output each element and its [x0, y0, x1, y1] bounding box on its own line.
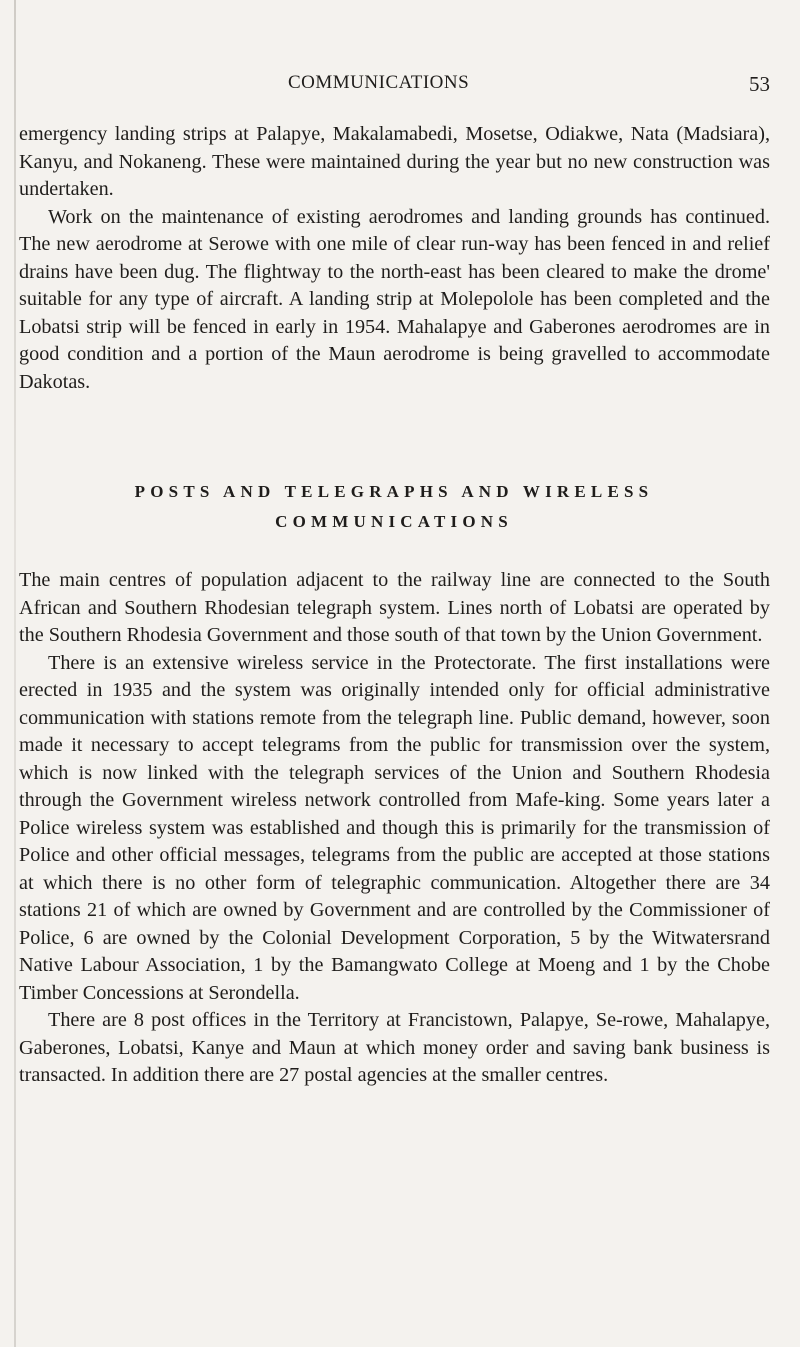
section-heading-line-1: POSTS AND TELEGRAPHS AND WIRELESS — [134, 482, 654, 501]
scan-edge-shadow — [14, 0, 16, 1347]
aerodromes-text-block — [19, 121, 770, 396]
paragraph-post-offices: There are 8 post offices in the Territory at Francistown, Palapye, Se-rowe, Mahalapye, Gaberones, Lobatsi, Kanye and Maun at which money order and saving bank business is transacted. In addition there are 27 postal agencies at the smaller centres. — [19, 1009, 770, 1086]
paragraph-aerodrome-maintenance: Work on the maintenance of existing aerodromes and landing grounds has continued. The new aerodrome at Serowe with one mile of clear run-way has been fenced in and relief drains have been dug. The flightway to the north-east has been cleared to make the drome' suitable for any type of aircraft. A landing strip at Molepolole has been completed and the Lobatsi strip will be fenced in early in 1954. Mahalapye and Gaberones aerodromes are in good condition and a portion of the Maun aerodrome is being gravelled to accommodate Dakotas. — [19, 205, 770, 393]
page-number: 53 — [749, 72, 770, 96]
posts-text-block — [19, 567, 770, 1090]
running-title: COMMUNICATIONS — [288, 72, 470, 93]
paragraph-landing-strips: emergency landing strips at Palapye, Makalamabedi, Mosetse, Odiakwe, Nata (Madsiara), Kanyu, and Nokaneng. These were maintained during the year but no new construction was undertaken. — [19, 123, 770, 200]
section-heading-line-2: COMMUNICATIONS — [275, 512, 513, 531]
paragraph-telegraph-system: The main centres of population adjacent to the railway line are connected to the South African and Southern Rhodesian telegraph system. Lines north of Lobatsi are operated by the Southern Rhodesia Government and those south of that town by the Union Government. — [19, 569, 770, 646]
running-head — [18, 72, 770, 102]
paragraph-wireless-service: There is an extensive wireless service in the Protectorate. The first installations were erected in 1935 and the system was originally intended only for official administrative communication with stations remote from the telegraph line. Public demand, however, soon made it necessary to accept telegrams from the public for transmission over the system, which is now linked with the telegraph services of the Union and Southern Rhodesia through the Government wireless network controlled from Mafe-king. Some years later a Police wireless system was established and though this is primarily for the transmission of Police and other official messages, telegrams from the public are accepted at those stations at which there is no other form of telegraphic communication. Altogether there are 34 stations 21 of which are owned by Government and are controlled by the Commissioner of Police, 6 are owned by the Colonial Development Corporation, 5 by the Witwatersrand Native Labour Association, 1 by the Bamangwato College at Moeng and 1 by the Chobe Timber Concessions at Serondella. — [19, 651, 770, 1004]
